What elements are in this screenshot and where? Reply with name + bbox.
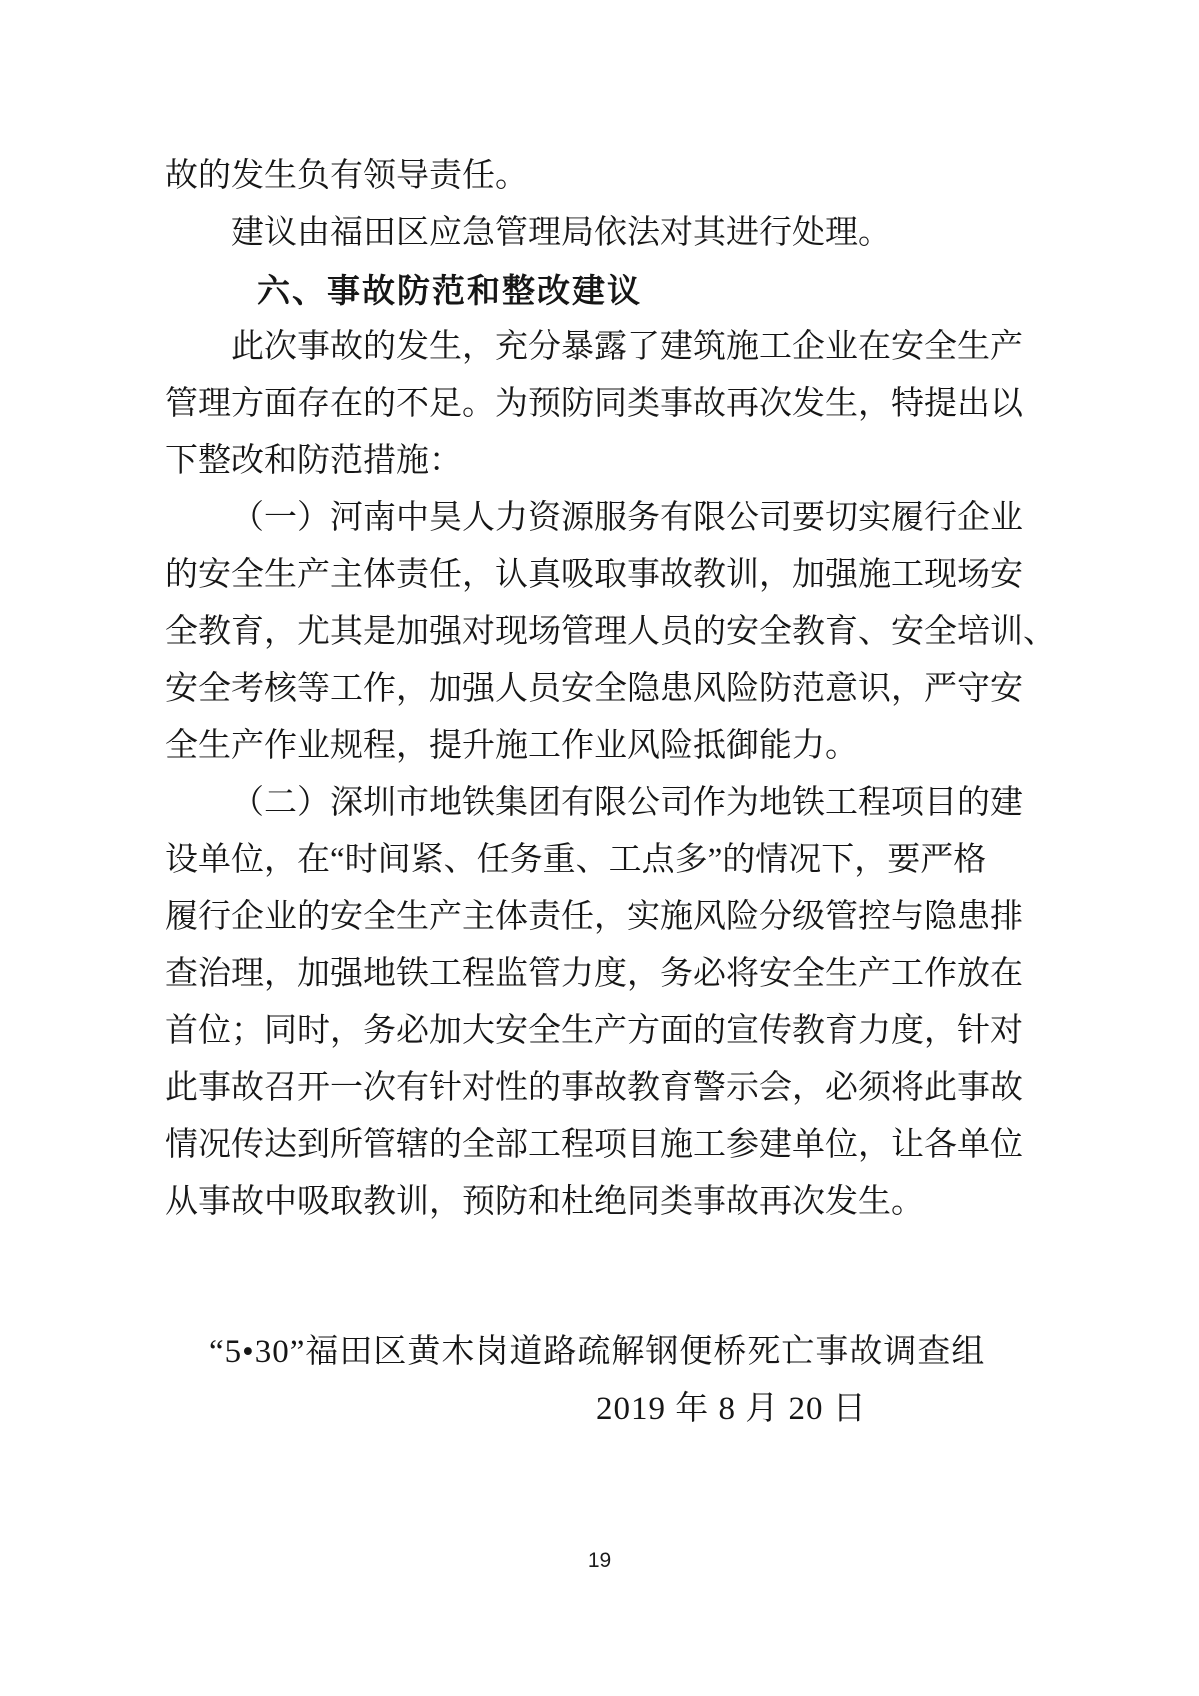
body-line: 管理方面存在的不足。为预防同类事故再次发生，特提出以: [165, 386, 1023, 422]
body-line: 建议由福田区应急管理局依法对其进行处理。: [231, 215, 891, 251]
body-line: 履行企业的安全生产主体责任，实施风险分级管控与隐患排: [165, 899, 1023, 935]
body-line: 故的发生负有领导责任。: [165, 158, 528, 194]
page-number: 19: [587, 1549, 612, 1572]
body-line: 全教育，尤其是加强对现场管理人员的安全教育、安全培训、: [165, 614, 1056, 650]
body-line: 首位；同时，务必加大安全生产方面的宣传教育力度，针对: [165, 1013, 1023, 1049]
body-line: 的安全生产主体责任，认真吸取事故教训，加强施工现场安: [165, 557, 1023, 593]
body-line: （一）河南中昊人力资源服务有限公司要切实履行企业: [231, 500, 1023, 536]
signature-block: [165, 1324, 1023, 1438]
report-date: 2019 年 8 月 20 日: [596, 1391, 867, 1427]
body-line: 从事故中吸取教训，预防和杜绝同类事故再次发生。: [165, 1184, 924, 1220]
body-line: 下整改和防范措施：: [165, 443, 462, 479]
investigation-team-signature: “5•30”福田区黄木岗道路疏解钢便桥死亡事故调查组: [209, 1334, 986, 1370]
body-line: 此事故召开一次有针对性的事故教育警示会，必须将此事故: [165, 1070, 1023, 1106]
body-line: （二）深圳市地铁集团有限公司作为地铁工程项目的建: [231, 785, 1023, 821]
body-line: 查治理，加强地铁工程监管力度，务必将安全生产工作放在: [165, 956, 1023, 992]
body-line: 安全考核等工作，加强人员安全隐患风险防范意识，严守安: [165, 671, 1023, 707]
body-line: 六、事故防范和整改建议: [257, 272, 642, 309]
body-line: 设单位，在“时间紧、任务重、工点多”的情况下，要严格: [165, 842, 987, 878]
body-line: 此次事故的发生，充分暴露了建筑施工企业在安全生产: [231, 329, 1023, 365]
body-line: 情况传达到所管辖的全部工程项目施工参建单位，让各单位: [165, 1127, 1023, 1163]
document-body: [165, 148, 1056, 1231]
body-line: 全生产作业规程，提升施工作业风险抵御能力。: [165, 728, 858, 764]
